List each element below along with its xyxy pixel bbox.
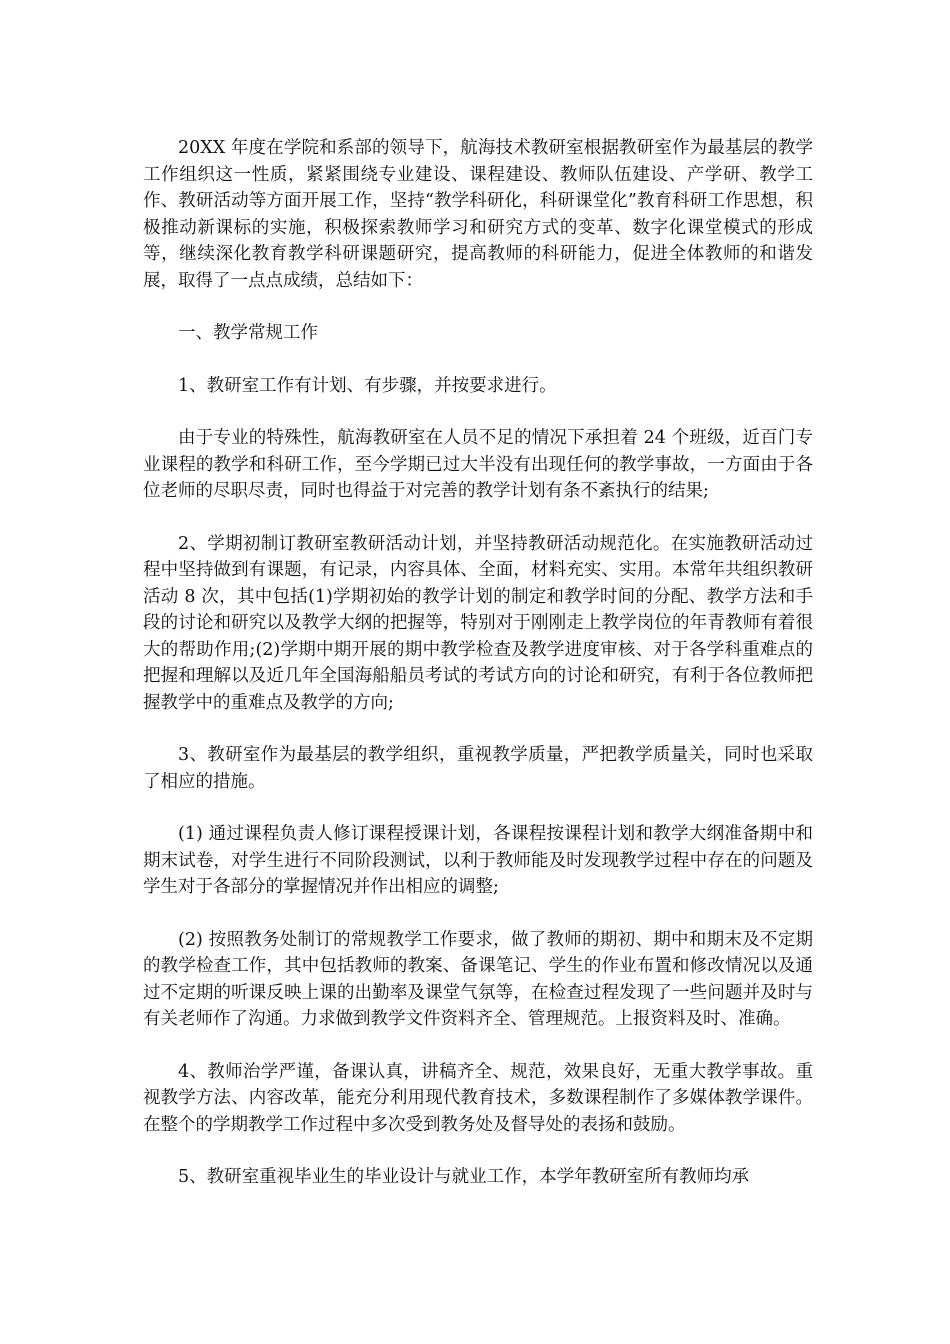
section-heading-teaching-routine: 一、教学常规工作 [178, 323, 318, 343]
item-4-paragraph: 4、教师治学严谨，备课认真，讲稿齐全、规范，效果良好，无重大教学事故。重视教学方法、内容改革，能充分利用现代教育技术，多数课程制作了多媒体教学课件。在整个的学期教学工作过程中多次受到教务处及督导处的表扬和鼓励。 [143, 1061, 813, 1135]
document-body [143, 135, 813, 1217]
item-1-heading: 1、教研室工作有计划、有步骤，并按要求进行。 [178, 375, 557, 396]
item-1-body: 由于专业的特殊性，航海教研室在人员不足的情况下承担着 24 个班级，近百门专业课程的教学和科研工作，至今学期已过大半没有出现任何的教学事故，一方面由于各位老师的尽职尽责，同时也得益于对完善的教学计划有条不紊执行的结果; [143, 428, 813, 501]
item-3-paragraph: 3、教研室作为最基层的教学组织，重视教学质量，严把教学质量关，同时也采取了相应的措施。 [143, 745, 813, 792]
item-3-sub-2-paragraph: (2) 按照教务处制订的常规教学工作要求，做了教师的期初、期中和期末及不定期的教学检查工作，其中包括教师的教案、备课笔记、学生的作业布置和修改情况以及通过不定期的听课反映上课的出勤率及课堂气氛等，在检查过程发现了一些问题并及时与有关老师作了沟通。力求做到教学文件资料齐全、管理规范。上报资料及时、准确。 [143, 929, 813, 1029]
item-5-paragraph: 5、教研室重视毕业生的毕业设计与就业工作，本学年教研室所有教师均承 [178, 1167, 750, 1187]
intro-paragraph: 20XX 年度在学院和系部的领导下，航海技术教研室根据教研室作为最基层的教学工作组织这一性质，紧紧围绕专业建设、课程建设、教师队伍建设、产学研、教学工作、教研活动等方面开展工作，坚持“教学科研化，科研课堂化”教育科研工作思想，积极推动新课标的实施，积极探索教师学习和研究方式的变革、数字化课堂模式的形成等，继续深化教育教学科研课题研究，提高教师的科研能力，促进全体教师的和谐发展，取得了一点点成绩，总结如下： [143, 138, 813, 291]
item-3-sub-1-paragraph: (1) 通过课程负责人修订课程授课计划，各课程按课程计划和教学大纲准备期中和期末试卷，对学生进行不同阶段测试，以利于教师能及时发现教学过程中存在的问题及学生对于各部分的掌握情况并作出相应的调整; [143, 824, 813, 897]
item-2-paragraph: 2、学期初制订教研室教研活动计划，并坚持教研活动规范化。在实施教研活动过程中坚持做到有课题，有记录，内容具体、全面，材料充实、实用。本常年共组织教研活动 8 次，其中包括(1)学期初始的教学计划的制定和教学时间的分配、教学方法和手段的讨论和研究以及教学大纲的把握等，特别对于刚刚走上教学岗位的年青教师有着很大的帮助作用;(2)学期中期开展的期中教学检查及教学进度审核、对于各学科重难点的把握和理解以及近几年全国海船船员考试的考试方向的讨论和研究，有利于各位教师把握教学中的重难点及教学的方向; [143, 533, 813, 713]
